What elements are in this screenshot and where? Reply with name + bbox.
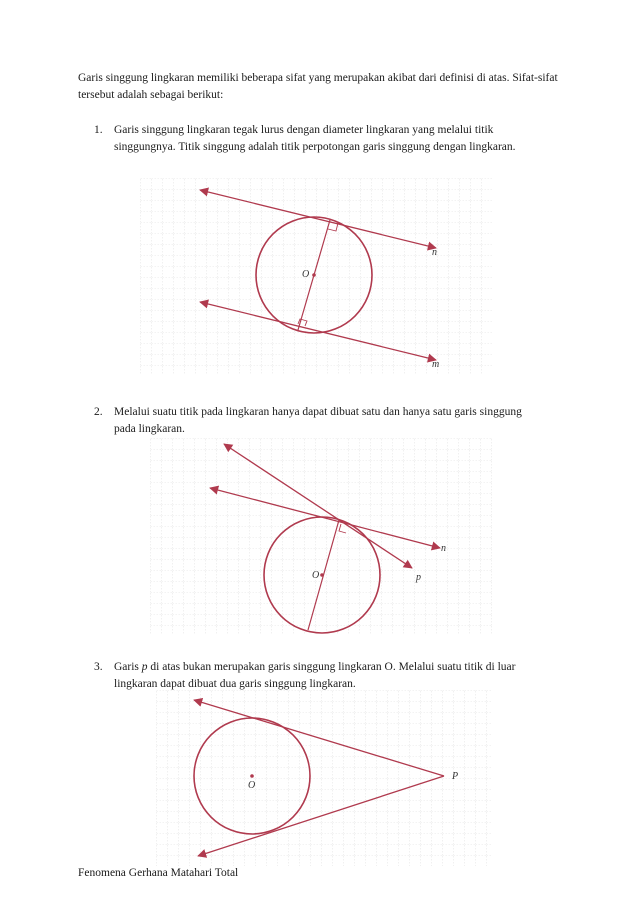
line-label-p: p: [416, 572, 421, 583]
item-text: Garis p di atas bukan merupakan garis singgung lingkaran O. Melalui suatu titik di luar lingkaran dapat dibuat dua garis singgung lingkaran.: [114, 661, 516, 690]
list-item-3: [94, 659, 534, 693]
item-number: 3.: [94, 661, 103, 673]
intro-paragraph: Garis singgung lingkaran memiliki beberapa sifat yang merupakan akibat dari definisi di atas. Sifat-sifat tersebut adalah sebagai berikut:: [78, 72, 558, 101]
figure-3: [156, 690, 492, 866]
line-label-n: n: [432, 247, 437, 258]
figure-1: [140, 178, 492, 374]
line-label-n: n: [441, 543, 446, 554]
item-text: Melalui suatu titik pada lingkaran hanya dapat dibuat satu dan hanya satu garis singgung pada lingkaran.: [114, 406, 522, 435]
item-number: 1.: [94, 124, 103, 136]
item-number: 2.: [94, 406, 103, 418]
item-text: Garis singgung lingkaran tegak lurus dengan diameter lingkaran yang melalui titik singgungnya. Titik singgung adalah titik perpotongan garis singgung dengan lingkaran.: [114, 124, 516, 153]
list-item-1: [94, 122, 534, 156]
center-point: [312, 273, 316, 277]
line-label-m: m: [432, 359, 440, 370]
variable-p: p: [141, 661, 148, 673]
list-item-2: [94, 404, 534, 438]
figure-2: [150, 438, 492, 634]
center-label: O: [302, 269, 310, 280]
point-label-p: P: [452, 771, 459, 782]
footer-title: Fenomena Gerhana Matahari Total: [78, 867, 239, 879]
center-label: O: [312, 570, 320, 581]
center-point: [320, 573, 324, 577]
center-label: O: [248, 780, 256, 791]
center-point: [250, 774, 254, 778]
